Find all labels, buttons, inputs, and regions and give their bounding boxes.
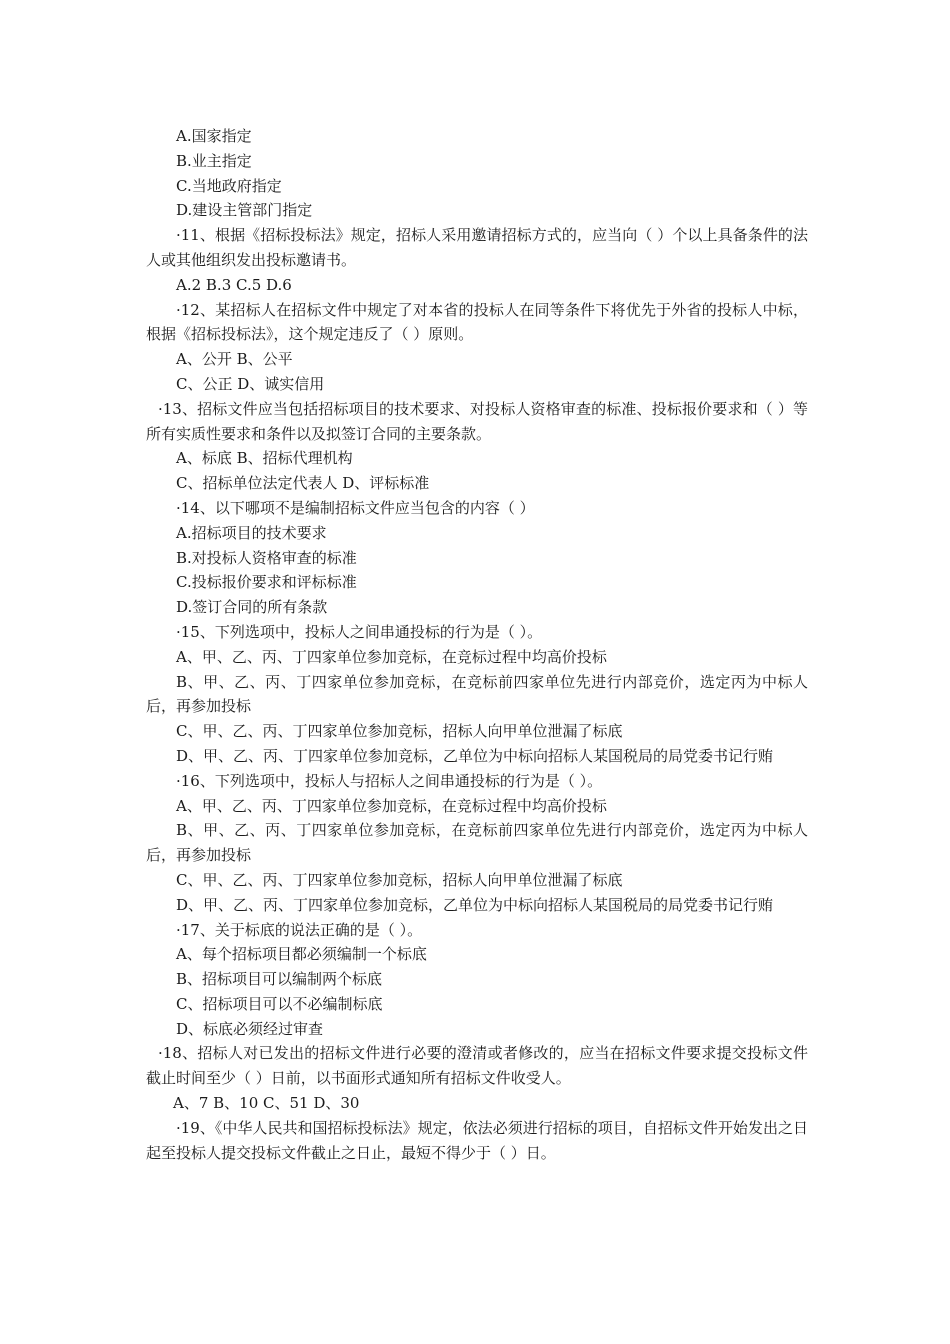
option-line: C.投标报价要求和评标标准 [176, 573, 357, 592]
question-13: ·13、招标文件应当包括招标项目的技术要求、对投标人资格审查的标准、投标报价要求和（ ）等所有实质性要求和条件以及拟签订合同的主要条款。 [146, 399, 808, 443]
question-18: ·18、招标人对已发出的招标文件进行必要的澄清或者修改的，应当在招标文件要求提交投标文件截止时间至少（ ）日前，以书面形式通知所有招标文件收受人。 [146, 1044, 808, 1088]
question-16: ·16、下列选项中，投标人与招标人之间串通投标的行为是（ ）。 [176, 771, 603, 790]
question-12: ·12、某招标人在招标文件中规定了对本省的投标人在同等条件下将优先于外省的投标人中标，根据《招标投标法》，这个规定违反了（ ）原则。 [146, 300, 808, 344]
document-body [146, 124, 808, 1165]
question-14: ·14、以下哪项不是编制招标文件应当包含的内容（ ） [176, 498, 535, 517]
option-line: A、公开 B、公平 [176, 350, 293, 369]
question-19: ·19、《中华人民共和国招标投标法》规定，依法必须进行招标的项目，自招标文件开始发出之日起至投标人提交投标文件截止之日止，最短不得少于（ ）日。 [146, 1118, 808, 1162]
option-line: C、招标项目可以不必编制标底 [176, 994, 383, 1013]
option-line: A.招标项目的技术要求 [176, 523, 327, 542]
question-11: ·11、根据《招标投标法》规定，招标人采用邀请招标方式的，应当向（ ）个以上具备条件的法人或其他组织发出投标邀请书。 [146, 226, 808, 269]
option-line: A.国家指定 [176, 127, 252, 145]
option-line: D.建设主管部门指定 [176, 201, 313, 220]
option-line: A、标底 B、招标代理机构 [176, 449, 353, 468]
option-line: B.对投标人资格审查的标准 [176, 548, 357, 567]
option-line: B、招标项目可以编制两个标底 [176, 970, 383, 989]
option-line: D、标底必须经过审查 [176, 1019, 324, 1038]
option-line: C、甲、乙、丙、丁四家单位参加竞标，招标人向甲单位泄漏了标底 [176, 722, 623, 741]
option-line: D.签订合同的所有条款 [176, 598, 328, 617]
option-line: A.2 B.3 C.5 D.6 [176, 275, 292, 294]
option-line: A、甲、乙、丙、丁四家单位参加竞标，在竞标过程中均高价投标 [176, 796, 607, 815]
option-paragraph: D、甲、乙、丙、丁四家单位参加竞标，乙单位为中标向招标人某国税局的局党委书记行贿 [176, 895, 774, 914]
question-15: ·15、下列选项中，投标人之间串通投标的行为是（ ）。 [176, 622, 543, 641]
option-line: C、甲、乙、丙、丁四家单位参加竞标，招标人向甲单位泄漏了标底 [176, 870, 623, 889]
option-paragraph: B、甲、乙、丙、丁四家单位参加竞标，在竞标前四家单位先进行内部竞价，选定丙为中标人后，再参加投标 [146, 821, 808, 865]
option-line: A、每个招标项目都必须编制一个标底 [176, 945, 427, 964]
option-line: A、甲、乙、丙、丁四家单位参加竞标，在竞标过程中均高价投标 [176, 647, 607, 666]
option-line: B.业主指定 [176, 151, 252, 170]
option-paragraph: B、甲、乙、丙、丁四家单位参加竞标，在竞标前四家单位先进行内部竞价，选定丙为中标人后，再参加投标 [146, 672, 808, 716]
option-line: C.当地政府指定 [176, 176, 282, 195]
option-line: C、公正 D、诚实信用 [176, 374, 325, 393]
option-paragraph: D、甲、乙、丙、丁四家单位参加竞标，乙单位为中标向招标人某国税局的局党委书记行贿 [176, 746, 774, 765]
question-17: ·17、关于标底的说法正确的是（ ）。 [176, 920, 423, 939]
option-line: C、招标单位法定代表人 D、评标标准 [176, 474, 430, 493]
option-line: A、7 B、10 C、51 D、30 [173, 1094, 360, 1113]
